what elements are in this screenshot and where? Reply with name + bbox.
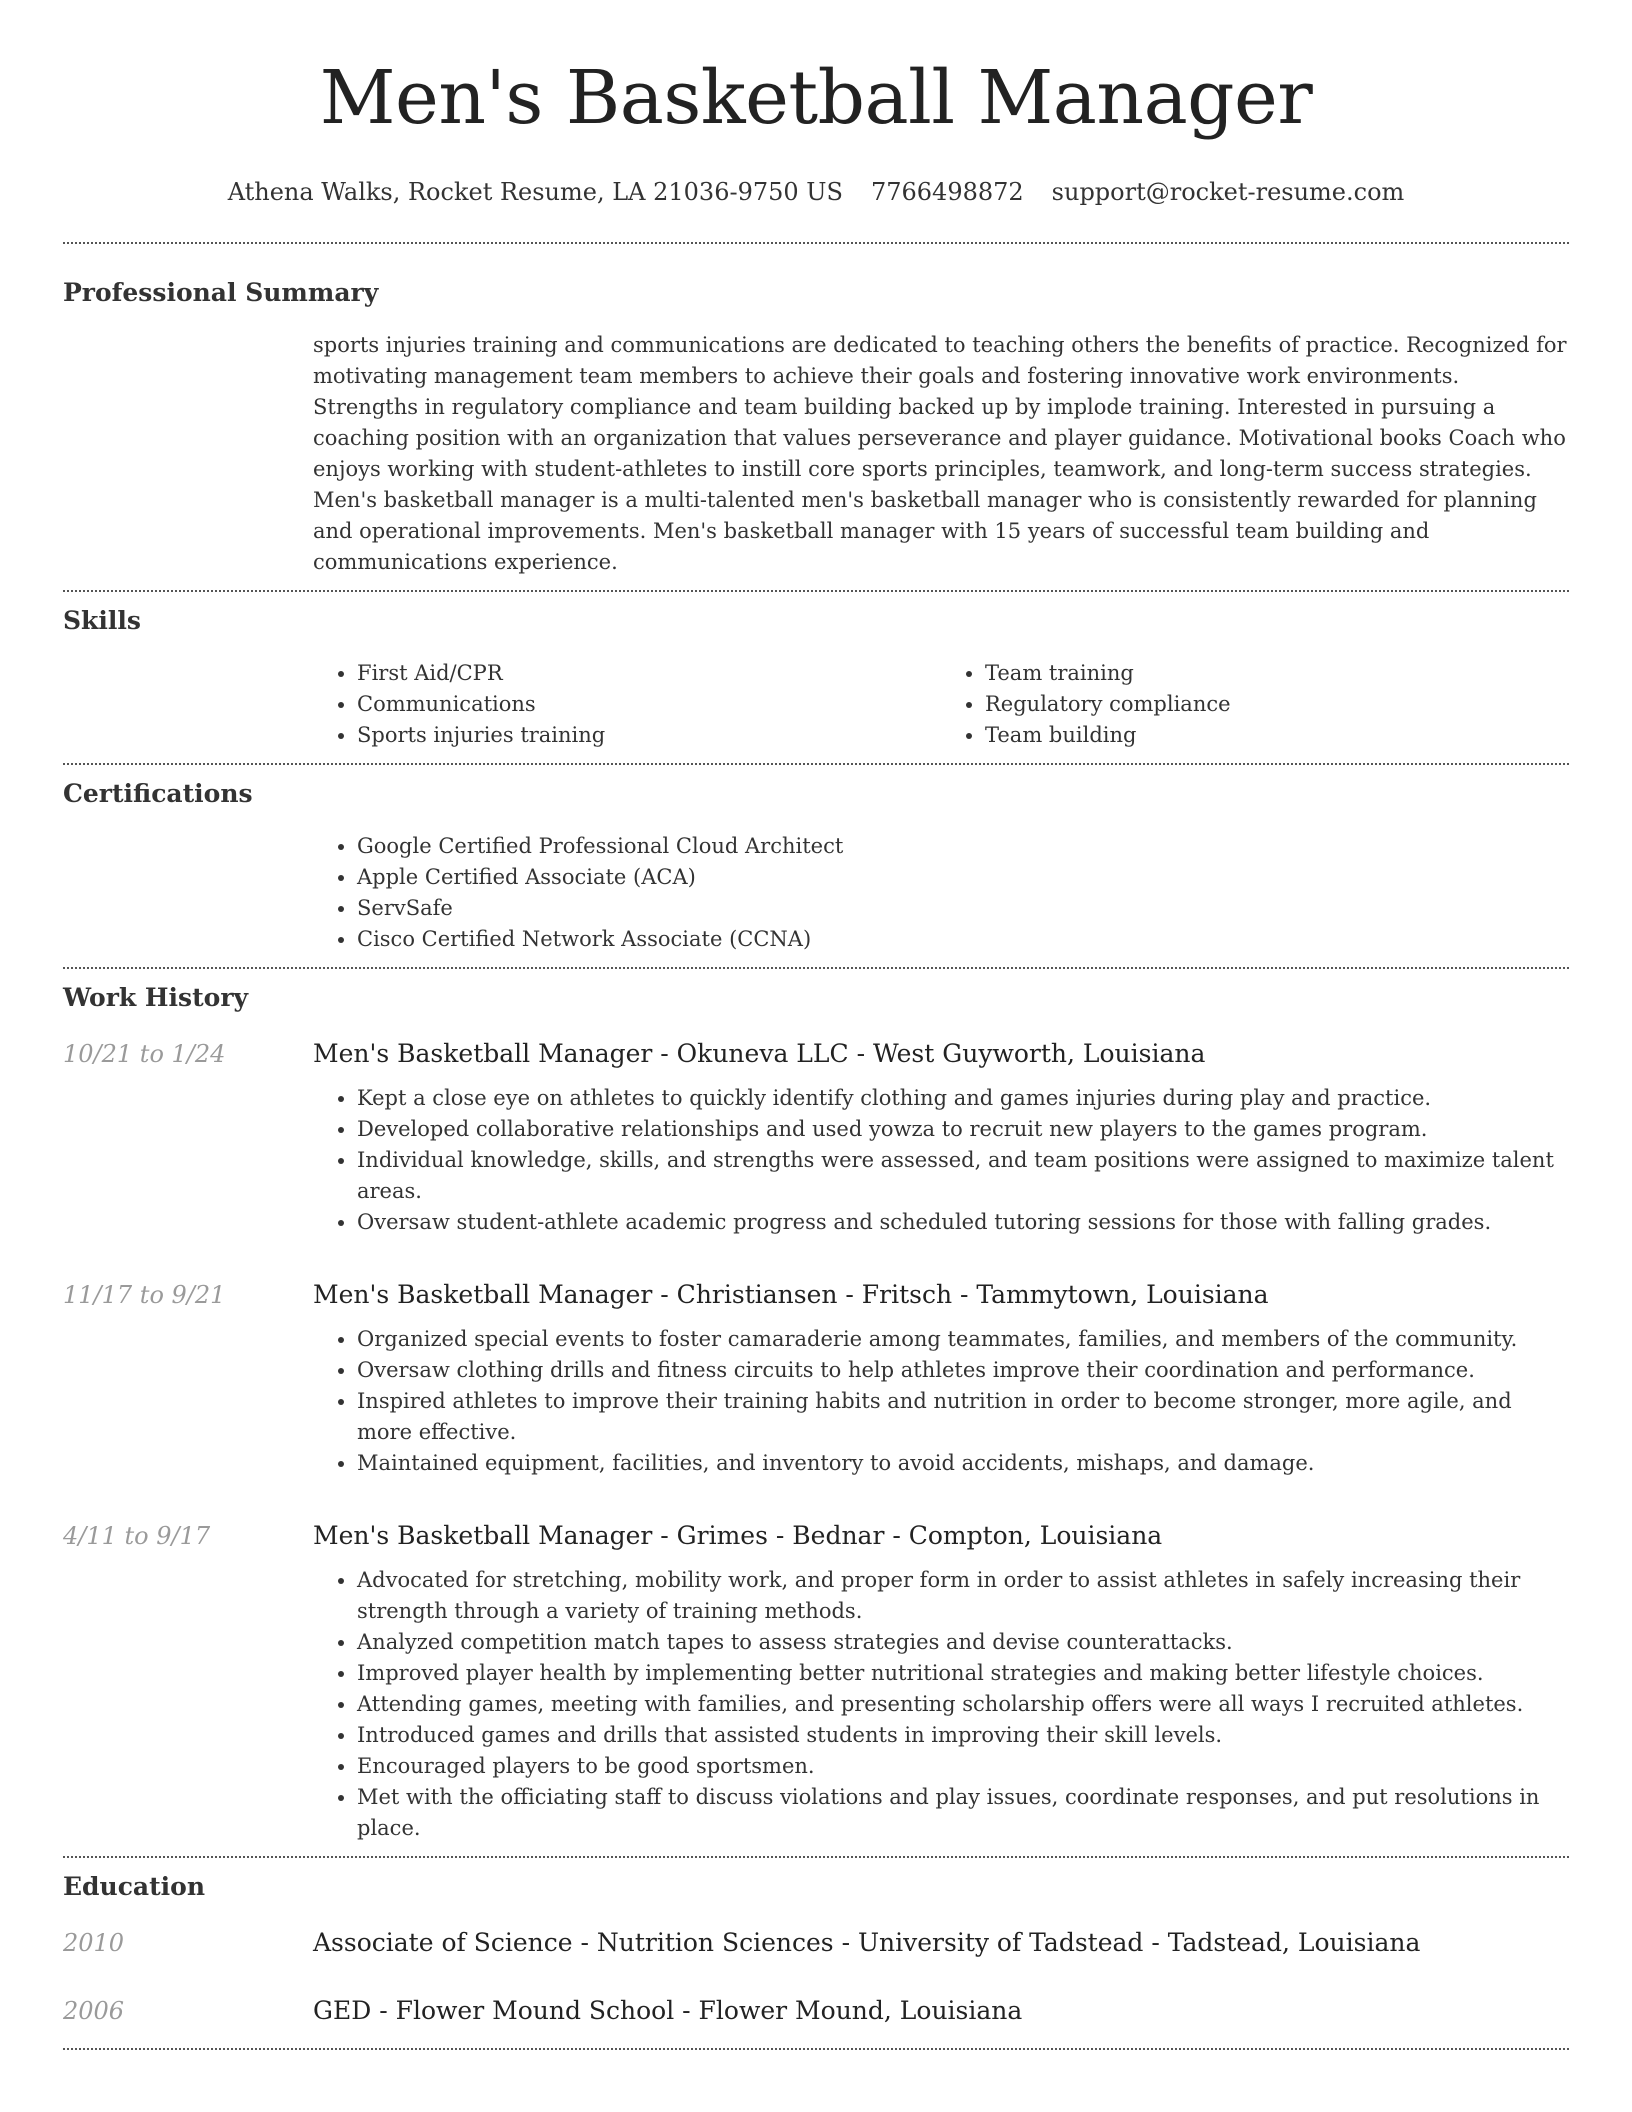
job-bullet: • Maintained equipment, facilities, and inventory to avoid accidents, mishaps, and damage.: [357, 1448, 1569, 1479]
job-entry: [63, 1278, 1569, 1479]
skill-item: • Sports injuries training: [357, 720, 941, 751]
job-title: Men's Basketball Manager - Grimes - Bednar - Compton, Louisiana: [313, 1521, 1163, 1550]
job-entry: [63, 1037, 1569, 1238]
education-divider: [63, 2048, 1569, 2050]
certifications-heading: Certifications: [63, 779, 253, 808]
work-section: [63, 969, 1569, 1856]
skills-list-left: [313, 658, 941, 751]
certification-item: • Cisco Certified Network Associate (CCNA): [357, 924, 1569, 955]
job-dates: 4/11 to 9/17: [63, 1522, 211, 1550]
skills-section: [63, 592, 1569, 763]
education-year: 2010: [63, 1929, 125, 1957]
job-bullet: • Encouraged players to be good sportsmen.: [357, 1751, 1569, 1782]
job-dates: 11/17 to 9/21: [63, 1281, 226, 1309]
job-bullet: • Attending games, meeting with families, and presenting scholarship offers were all ways I recruited athletes.: [357, 1689, 1569, 1720]
job-bullets: [313, 1083, 1569, 1238]
job-bullet: • Organized special events to foster camaraderie among teammates, families, and members of the community.: [357, 1324, 1569, 1355]
job-dates: 10/21 to 1/24: [63, 1040, 226, 1068]
contact-line: [63, 176, 1569, 208]
job-bullet: • Met with the officiating staff to discuss violations and play issues, coordinate responses, and put resolutions in place.: [357, 1782, 1569, 1844]
skill-item: • Regulatory compliance: [985, 689, 1569, 720]
skill-item: • Team training: [985, 658, 1569, 689]
job-bullet: • Improved player health by implementing better nutritional strategies and making better lifestyle choices.: [357, 1658, 1569, 1689]
education-entry: [63, 1926, 1569, 1960]
job-bullet: • Introduced games and drills that assisted students in improving their skill levels.: [357, 1720, 1569, 1751]
job-entry: [63, 1519, 1569, 1844]
job-title: Men's Basketball Manager - Christiansen - Fritsch - Tammytown, Louisiana: [313, 1280, 1269, 1309]
summary-text: sports injuries training and communications are dedicated to teaching others the benefits of practice. Recognized for motivating management team members to achieve their goals and fostering innovative work environments. Strengths in regulatory compliance and team building backed up by implode training. Interested in pursuing a coaching position with an organization that values perseverance and player guidance. Motivational books Coach who enjoys working with student-athletes to instill core sports principles, teamwork, and long-term success strategies. Men's basketball manager is a multi-talented men's basketball manager who is consistently rewarded for planning and operational improvements. Men's basketball manager with 15 years of successful team building and communications experience.: [313, 333, 1567, 574]
job-bullet: • Oversaw clothing drills and fitness circuits to help athletes improve their coordination and performance.: [357, 1355, 1569, 1386]
job-bullets: [313, 1565, 1569, 1844]
education-heading: Education: [63, 1872, 206, 1901]
skills-list-right: [941, 658, 1569, 751]
job-title: Men's Basketball Manager - Okuneva LLC - West Guyworth, Louisiana: [313, 1039, 1206, 1068]
contact-address: Athena Walks, Rocket Resume, LA 21036-9750 US: [227, 178, 843, 206]
certifications-section: [63, 765, 1569, 967]
job-bullet: • Inspired athletes to improve their training habits and nutrition in order to become stronger, more agile, and more effective.: [357, 1386, 1569, 1448]
job-bullet: • Advocated for stretching, mobility work, and proper form in order to assist athletes in safely increasing their strength through a variety of training methods.: [357, 1565, 1569, 1627]
skill-item: • Team building: [985, 720, 1569, 751]
education-title: GED - Flower Mound School - Flower Mound, Louisiana: [313, 1996, 1023, 2025]
job-bullets: [313, 1324, 1569, 1479]
education-title: Associate of Science - Nutrition Sciences - University of Tadstead - Tadstead, Louisiana: [313, 1928, 1421, 1957]
job-bullet: • Developed collaborative relationships and used yowza to recruit new players to the games program.: [357, 1114, 1569, 1145]
summary-section: [63, 244, 1569, 590]
education-entry: [63, 1994, 1569, 2028]
contact-email: support@rocket-resume.com: [1051, 178, 1405, 206]
education-section: [63, 1858, 1569, 2048]
skill-item: • First Aid/CPR: [357, 658, 941, 689]
resume-title: Men's Basketball Manager: [319, 55, 1313, 141]
work-heading: Work History: [63, 983, 249, 1012]
summary-heading: Professional Summary: [63, 278, 379, 307]
job-bullet: • Analyzed competition match tapes to assess strategies and devise counterattacks.: [357, 1627, 1569, 1658]
job-bullet: • Individual knowledge, skills, and strengths were assessed, and team positions were assigned to maximize talent areas.: [357, 1145, 1569, 1207]
contact-phone: 7766498872: [870, 178, 1024, 206]
skills-heading: Skills: [63, 606, 141, 635]
certification-item: • Apple Certified Associate (ACA): [357, 862, 1569, 893]
education-year: 2006: [63, 1997, 125, 2025]
job-bullet: • Oversaw student-athlete academic progress and scheduled tutoring sessions for those with falling grades.: [357, 1207, 1569, 1238]
certification-item: • ServSafe: [357, 893, 1569, 924]
job-bullet: • Kept a close eye on athletes to quickly identify clothing and games injuries during play and practice.: [357, 1083, 1569, 1114]
skill-item: • Communications: [357, 689, 941, 720]
certification-item: • Google Certified Professional Cloud Architect: [357, 831, 1569, 862]
certifications-list: [313, 831, 1569, 955]
